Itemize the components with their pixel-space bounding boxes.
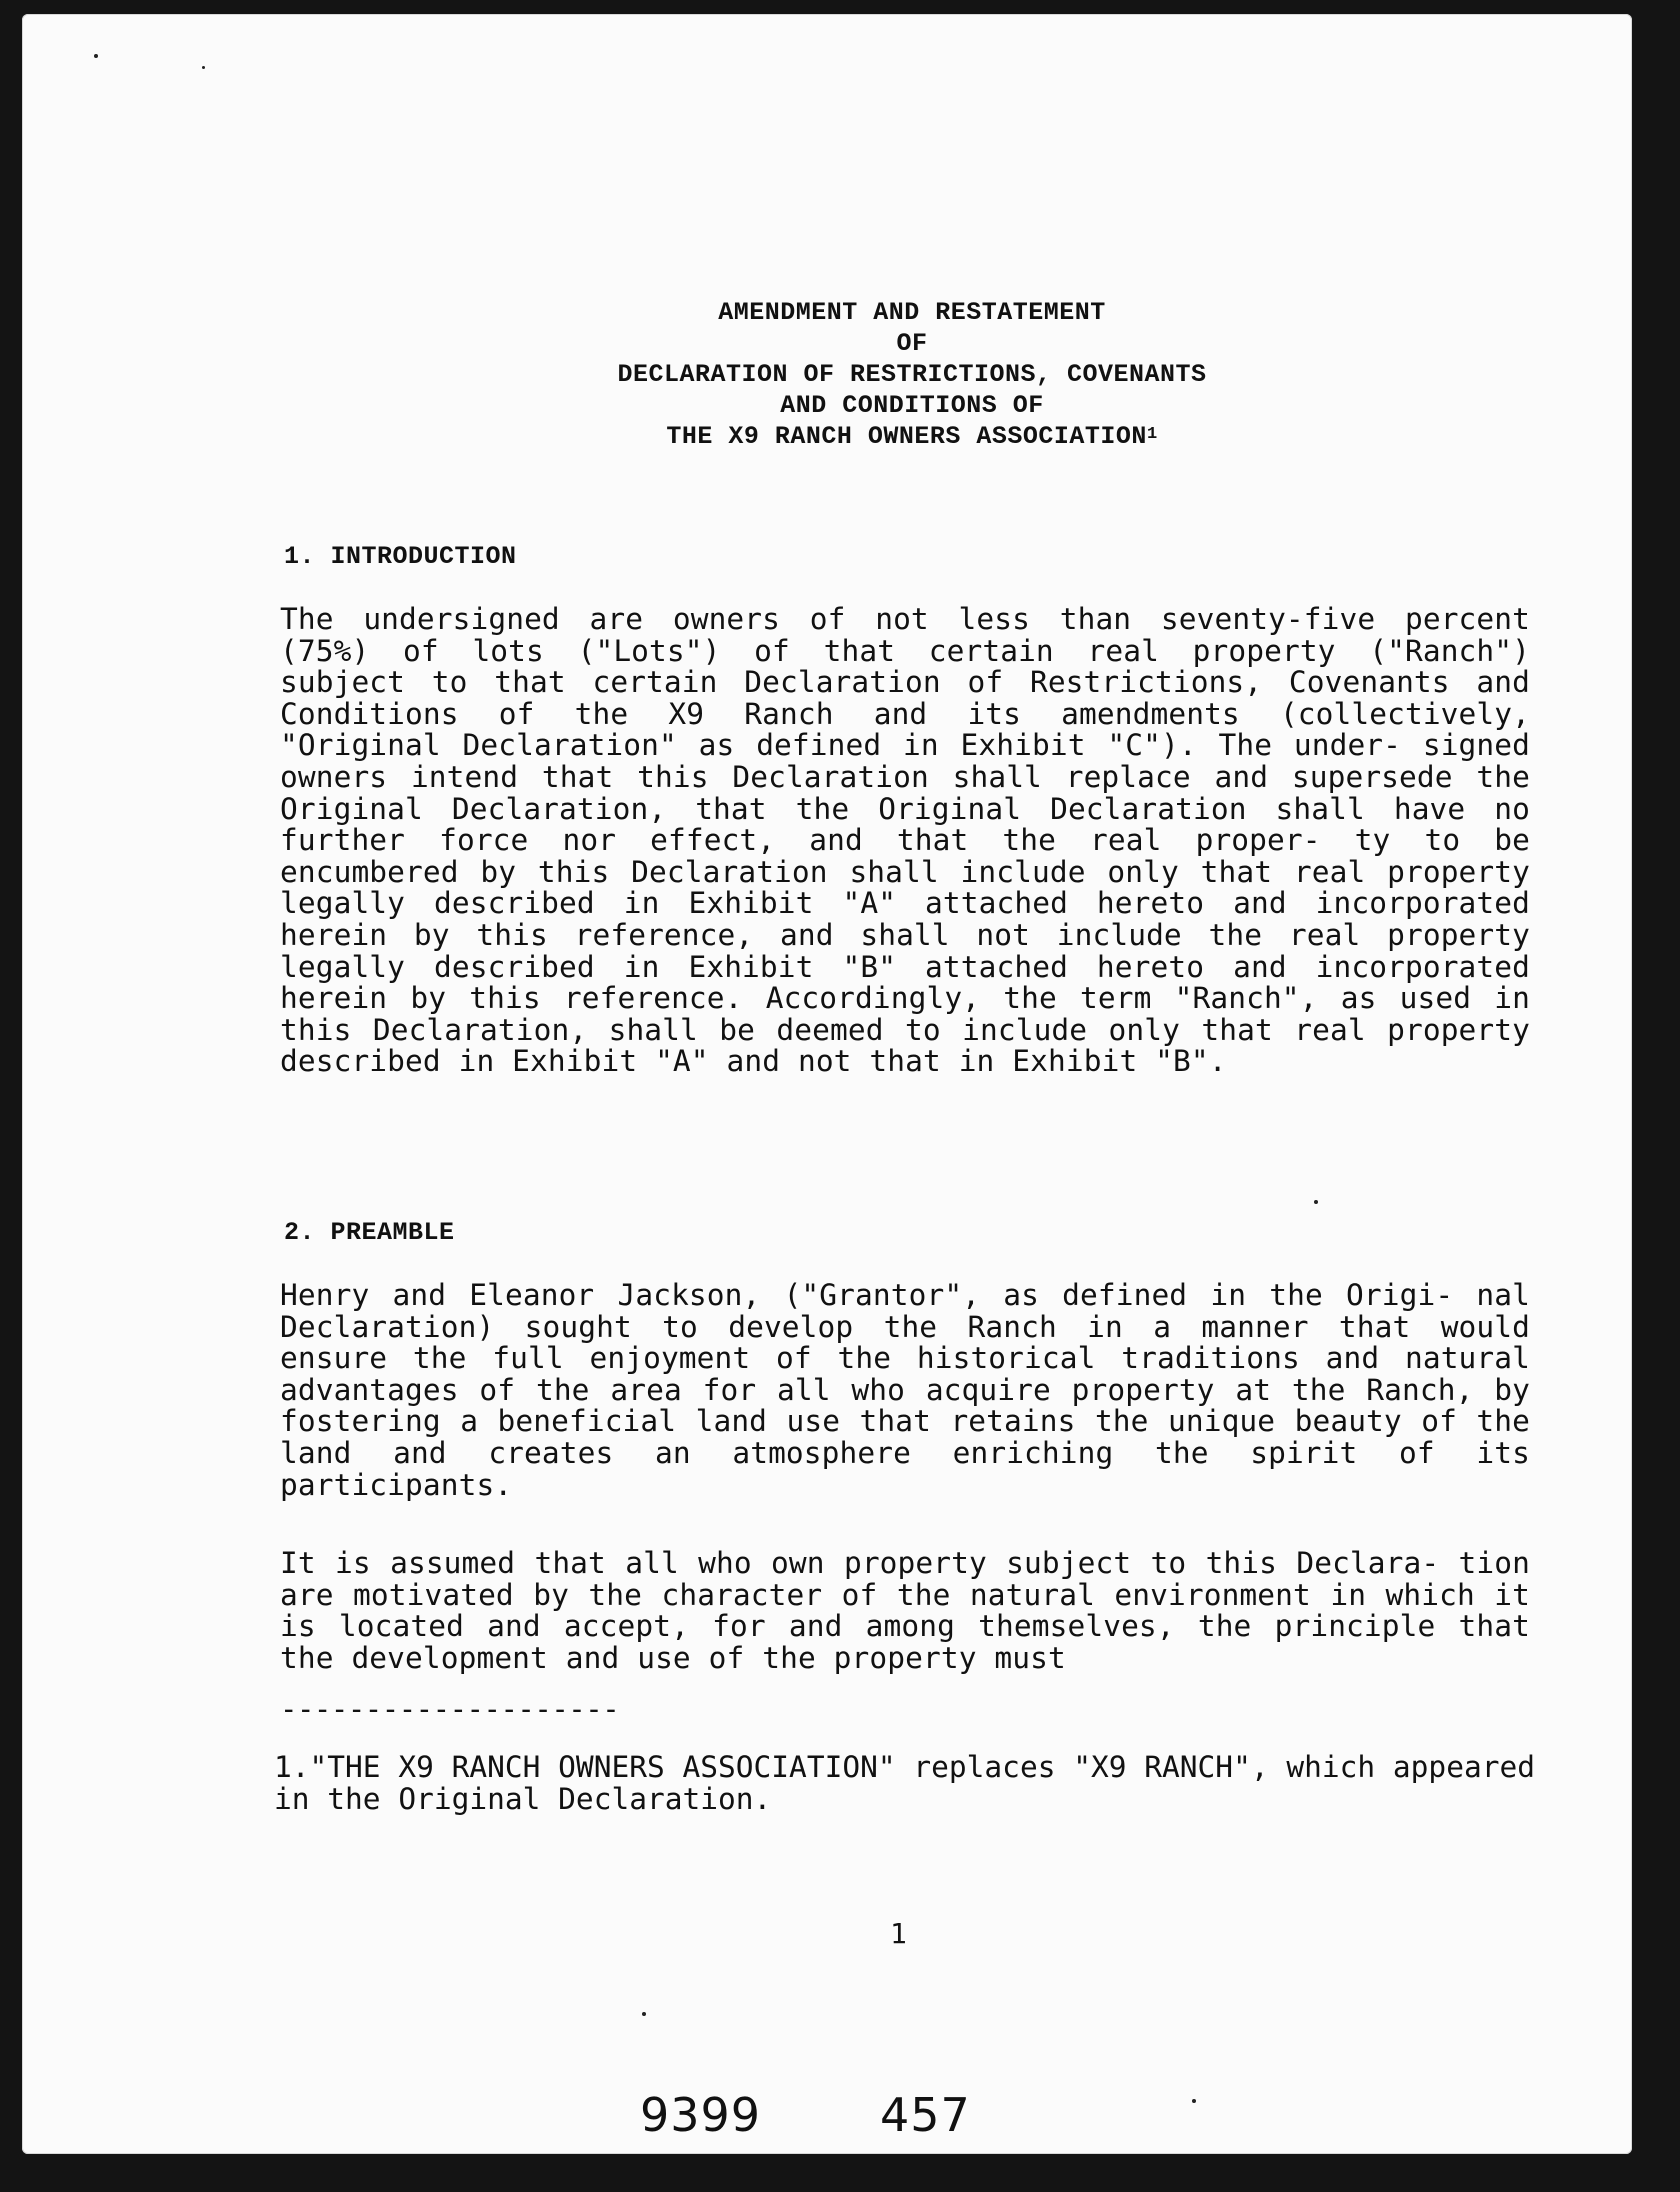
title-line: AND CONDITIONS OF xyxy=(780,391,1044,420)
footnote-marker: 1 xyxy=(1146,425,1158,444)
title-line xyxy=(522,421,1302,452)
document-title xyxy=(522,297,1302,452)
title-line: DECLARATION OF RESTRICTIONS, COVENANTS xyxy=(617,360,1207,389)
scan-speck xyxy=(642,2012,646,2016)
book-number: 9399 xyxy=(640,2088,762,2142)
scan-speck xyxy=(1314,1200,1318,1204)
title-line-text: THE X9 RANCH OWNERS ASSOCIATION xyxy=(666,422,1147,451)
section-heading-introduction: 1. INTRODUCTION xyxy=(284,542,517,571)
scan-speck xyxy=(94,54,98,58)
section-heading-preamble: 2. PREAMBLE xyxy=(284,1218,455,1247)
scan-speck xyxy=(202,66,205,69)
document-page xyxy=(22,14,1632,2154)
page-number: 1 xyxy=(890,1917,907,1950)
footnote-separator: -------------------- xyxy=(280,1692,620,1726)
title-line: AMENDMENT AND RESTATEMENT xyxy=(718,298,1106,327)
preamble-paragraph-2: It is assumed that all who own property subject to this Declara- tion are motivated by the character of the natural environment in which it is located and accept, for and among themselves, the principle that the development and use of the property must xyxy=(280,1546,1530,1675)
introduction-paragraph: The undersigned are owners of not less than seventy-five percent (75%) of lots ("Lots") of that certain real property ("Ranch") subject to that certain Declaration of Restrictions, Covenants and Conditions of the X9 Ranch and its amendments (collectively, "Original Declaration" as defined in Exhibit "C"). The under- signed owners intend that this Declaration shall replace and supersede the Original Declaration, that the Original Declaration shall have no further force nor effect, and that the real proper- ty to be encumbered by this Declaration shall include only that real property legally described in Exhibit "A" attached hereto and incorporated herein by this reference, and shall not include the real property legally described in Exhibit "B" attached hereto and incorporated herein by this reference. Accordingly, the term "Ranch", as used in this Declaration, shall be deemed to include only that real property described in Exhibit "A" and not that in Exhibit "B". xyxy=(280,602,1530,1079)
scan-speck xyxy=(1192,2099,1196,2103)
preamble-paragraph-1: Henry and Eleanor Jackson, ("Grantor", as defined in the Origi- nal Declaration) sought to develop the Ranch in a manner that would ensure the full enjoyment of the historical traditions and natural advantages of the area for all who acquire property at the Ranch, by fostering a beneficial land use that retains the unique beauty of the land and creates an atmosphere enriching the spirit of its participants. xyxy=(280,1278,1530,1502)
footnote: 1."THE X9 RANCH OWNERS ASSOCIATION" replaces "X9 RANCH", which appeared in the Original Declaration. xyxy=(274,1750,1535,1816)
title-line: OF xyxy=(896,329,928,358)
page-reference: 457 xyxy=(880,2088,971,2142)
